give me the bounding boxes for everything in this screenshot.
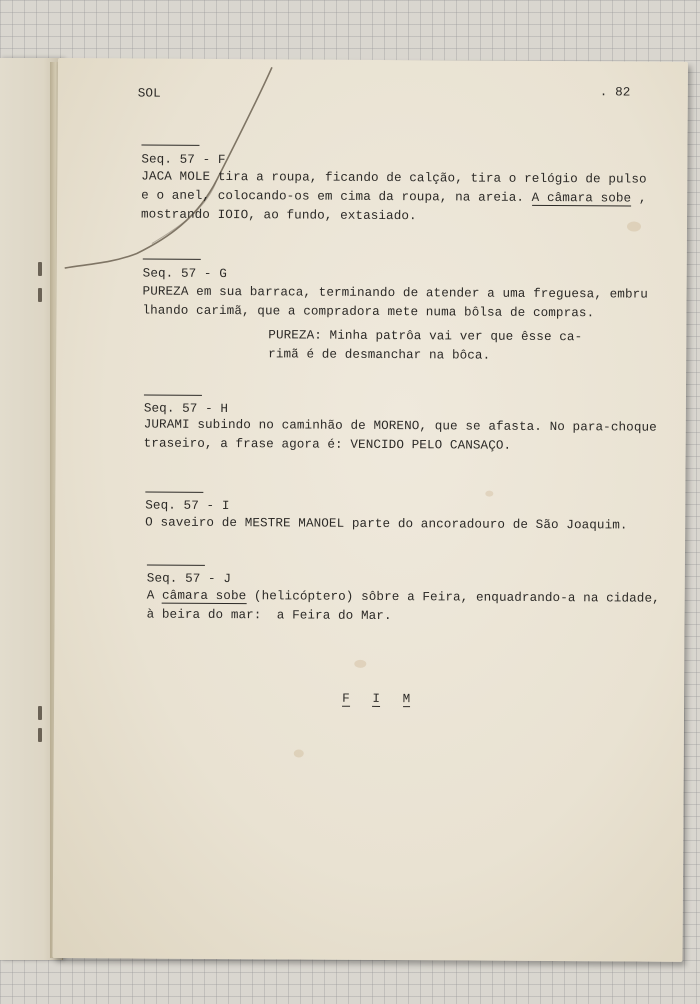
header-title: SOL: [137, 86, 161, 101]
section-line: A câmara sobe (helicóptero) sôbre a Feira, enquadrando-a na cidade,: [146, 588, 660, 606]
section-line: lhando carimã, que a compradora mete numa bôlsa de compras.: [142, 303, 595, 321]
section-line: mostrando IOIO, ao fundo, extasiado.: [141, 207, 417, 224]
section-rule: [145, 492, 203, 493]
binding-hole: [38, 728, 42, 742]
underlined-camera-direction: câmara sobe: [162, 588, 247, 604]
underlined-camera-direction: A câmara sobe: [531, 190, 632, 206]
section-line: traseiro, a frase agora é: VENCIDO PELO CANSAÇO.: [143, 436, 512, 453]
section-line: PUREZA em sua barraca, terminando de atender a uma freguesa, embru: [142, 284, 649, 302]
stain: [294, 749, 304, 757]
dialogue-line: rimã é de desmanchar na bôca.: [268, 347, 491, 363]
stain: [485, 491, 493, 497]
section-rule: [147, 565, 205, 566]
typewritten-page: [53, 58, 688, 962]
binding-hole: [38, 288, 42, 302]
section-label: Seq. 57 - I: [145, 498, 230, 514]
section-label: Seq. 57 - F: [141, 152, 226, 168]
page-number: . 82: [599, 85, 631, 100]
binding-hole: [38, 262, 42, 276]
section-label: Seq. 57 - J: [146, 571, 232, 587]
section-label: Seq. 57 - H: [143, 401, 229, 417]
section-line: JACA MOLE tira a roupa, ficando de calção, tira o relógio de pulso: [141, 169, 647, 187]
section-label: Seq. 57 - G: [142, 266, 227, 282]
section-line: à beira do mar: a Feira do Mar.: [146, 607, 392, 624]
section-line: e o anel, colocando-os em cima da roupa, na areia. A câmara sobe ,: [141, 188, 647, 206]
binding-hole: [38, 706, 42, 720]
section-line: O saveiro de MESTRE MANOEL parte do ancoradouro de São Joaquim.: [145, 515, 628, 533]
end-mark: F I M: [342, 691, 411, 707]
stain: [627, 221, 641, 231]
section-rule: [144, 395, 202, 396]
section-line: JURAMI subindo no caminhão de MORENO, que se afasta. No para-choque: [143, 417, 657, 435]
dialogue-line: PUREZA: Minha patrôa vai ver que êsse ca-: [268, 328, 583, 345]
stain: [354, 660, 366, 668]
